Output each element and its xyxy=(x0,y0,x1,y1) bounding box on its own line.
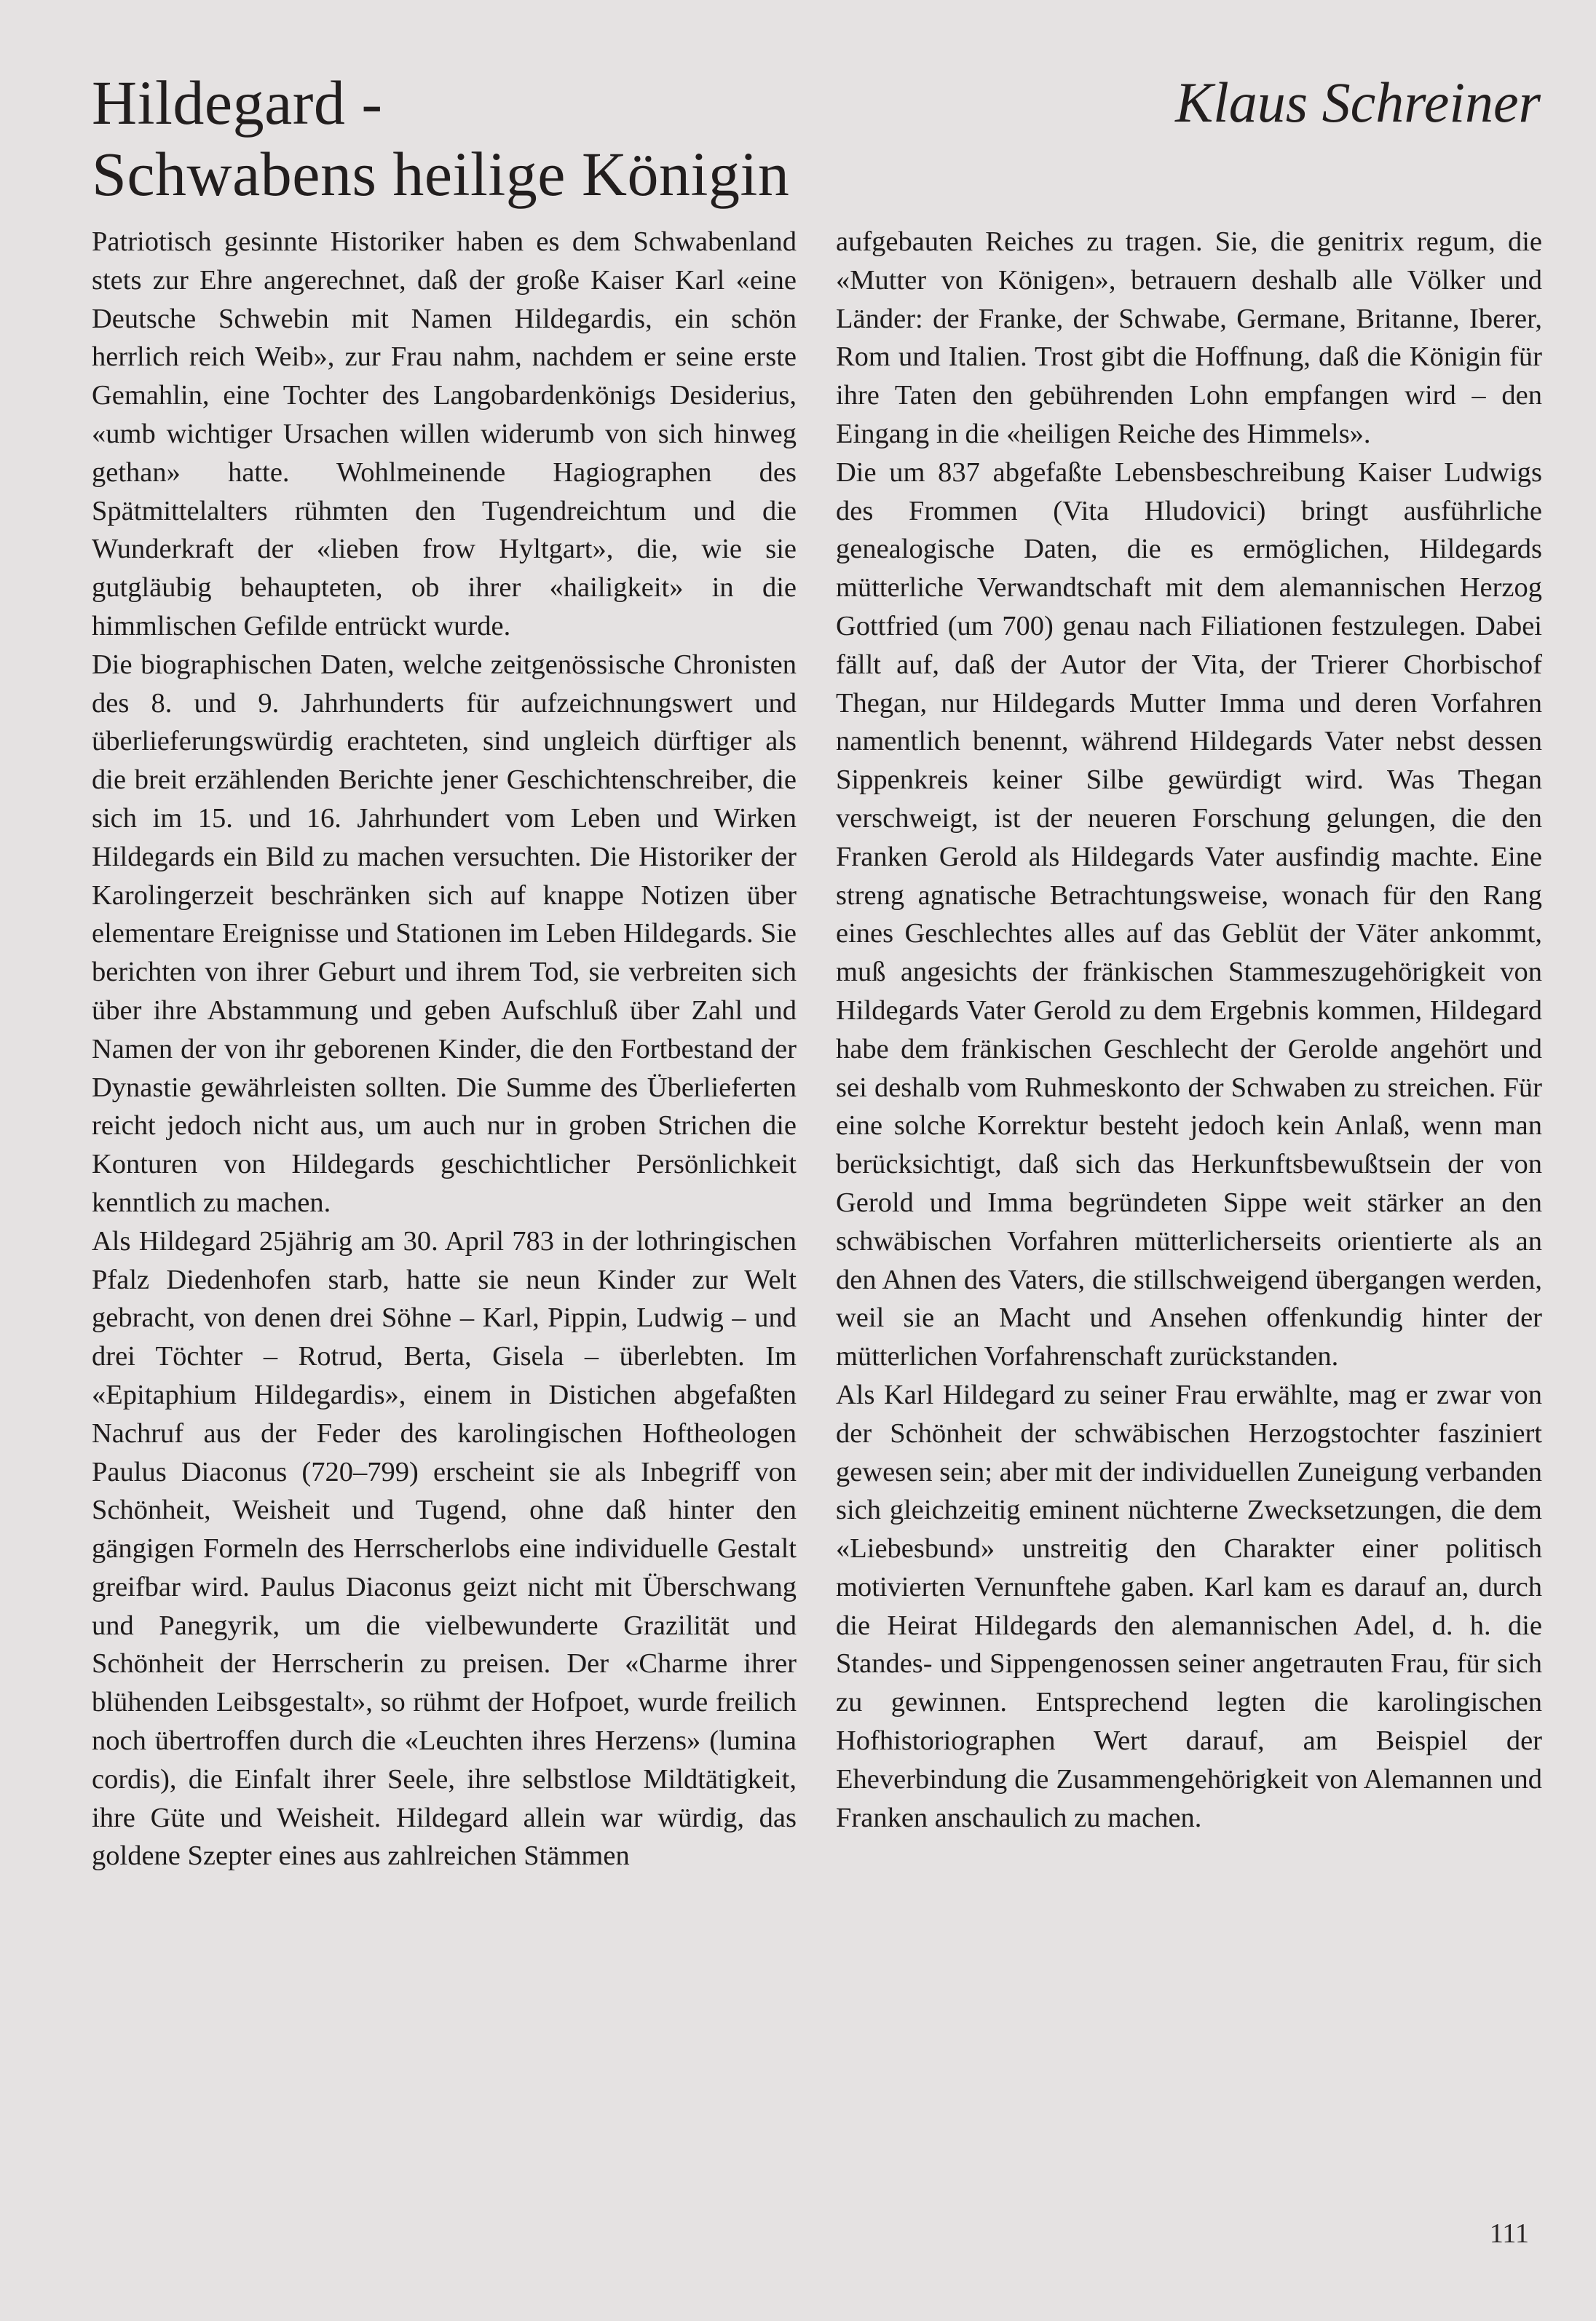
title-line-2: Schwabens heilige Königin xyxy=(92,139,790,209)
page-number: 111 xyxy=(1489,2218,1529,2249)
paragraph: Patriotisch gesinnte Historiker haben es dem Schwabenland stets zur Ehre angerechnet, daß der große Kaiser Karl «eine Deutsche Schwebin mit Namen Hildegardis, ein schön herrlich reich Weib», zur Frau nahm, nachdem er seine erste Gemahlin, eine Tochter des Langobardenkönigs Desiderius, «umb wichtiger Ursachen willen widerumb von sich hinweg gethan» hatte. Wohlmeinende Hagiographen des Spätmittelalters rühmten den Tugendreichtum und die Wunderkraft der «lieben frow Hyltgart», die, wie sie gutgläubig behaupteten, ob ihrer «hailigkeit» in die himmlischen Gefilde entrückt wurde. xyxy=(92,226,797,641)
article-title xyxy=(92,67,789,210)
paragraph: aufgebauten Reiches zu tragen. Sie, die genitrix regum, die «Mutter von Königen», betrauern deshalb alle Völker und Länder: der Franke, der Schwabe, Germane, Britanne, Iberer, Rom und Italien. Trost gibt die Hoffnung, daß die Königin für ihre Taten den gebührenden Lohn empfangen wird – den Eingang in die «heiligen Reiche des Himmels». xyxy=(836,226,1542,449)
title-line-1: Hildegard - xyxy=(92,68,383,138)
paragraph: Als Hildegard 25jährig am 30. April 783 in der lothringischen Pfalz Diedenhofen starb, hatte sie neun Kinder zur Welt gebracht, von denen drei Söhne – Karl, Pippin, Ludwig – und drei Töchter – Rotrud, Berta, Gisela – überlebten. Im «Epitaphium Hildegardis», einem in Distichen abgefaßten Nachruf aus der Feder des karolingischen Hoftheologen Paulus Diaconus (720–799) erscheint sie als Inbegriff von Schönheit, Weisheit und Tugend, ohne daß hinter den gängigen Formeln des Herrscherlobs eine individuelle Gestalt greifbar wird. Paulus Diaconus geizt nicht mit Überschwang und Panegyrik, um die vielbewunderte Grazilität und Schönheit der Herrscherin zu preisen. Der «Charme ihrer blühenden Leibsgestalt», so rühmt der Hofpoet, wurde freilich noch übertroffen durch die «Leuchten ihres Herzens» (lumina cordis), die Einfalt ihrer Seele, ihre selbstlose Mildtätigkeit, ihre Güte und Weisheit. Hildegard allein war würdig, das goldene Szepter eines aus zahlreichen Stämmen xyxy=(92,1225,797,1872)
text-column-right xyxy=(836,223,1542,1837)
paragraph: Als Karl Hildegard zu seiner Frau erwählte, mag er zwar von der Schönheit der schwäbischen Herzogstochter fasziniert gewesen sein; aber mit der individuellen Zuneigung verbanden sich gleichzeitig eminent nüchterne Zwecksetzungen, die dem «Liebesbund» unstreitig den Charakter einer politisch motivierten Vernunftehe gaben. Karl kam es darauf an, durch die Heirat Hildegards den alemannischen Adel, d. h. die Standes- und Sippengenossen seiner angetrauten Frau, für sich zu gewinnen. Entsprechend legten die karolingischen Hofhistoriographen Wert darauf, am Beispiel der Eheverbindung die Zusammengehörigkeit von Alemannen und Franken anschaulich zu machen. xyxy=(836,1379,1542,1833)
paragraph: Die um 837 abgefaßte Lebensbeschreibung Kaiser Ludwigs des Frommen (Vita Hludovici) bringt ausführliche genealogische Daten, die es ermöglichen, Hildegards mütterliche Verwandtschaft mit dem alemannischen Herzog Gottfried (um 700) genau nach Filiationen festzulegen. Dabei fällt auf, daß der Autor der Vita, der Trierer Chorbischof Thegan, nur Hildegards Mutter Imma und deren Vorfahren namentlich benennt, während Hildegards Vater nebst dessen Sippenkreis keiner Silbe gewürdigt wird. Was Thegan verschweigt, ist der neueren Forschung gelungen, die den Franken Gerold als Hildegards Vater ausfindig machte. Eine streng agnatische Betrachtungsweise, wonach für den Rang eines Geschlechtes alles auf das Geblüt der Väter ankommt, muß angesichts der fränkischen Stammeszugehörigkeit von Hildegards Vater Gerold zu dem Ergebnis kommen, Hildegard habe dem fränkischen Geschlecht der Gerolde angehört und sei deshalb vom Ruhmeskonto der Schwaben zu streichen. Für eine solche Korrektur besteht jedoch kein Anlaß, wenn man berücksichtigt, daß sich das Herkunftsbewußtsein der von Gerold und Imma begründeten Sippe weit stärker an den schwäbischen Vorfahren mütterlicherseits orientierte als an den Ahnen des Vaters, die stillschweigend übergangen werden, weil sie an Macht und Ansehen offenkundig hinter der mütterlichen Vorfahrenschaft zurückstanden. xyxy=(836,456,1542,1372)
author-name: Klaus Schreiner xyxy=(1175,71,1541,134)
text-column-left xyxy=(92,223,797,1875)
paragraph: Die biographischen Daten, welche zeitgenössische Chronisten des 8. und 9. Jahrhunderts für aufzeichnungswert und überlieferungswürdig erachteten, sind ungleich dürftiger als die breit erzählenden Berichte jener Geschichtenschreiber, die sich im 15. und 16. Jahrhundert vom Leben und Wirken Hildegards ein Bild zu machen versuchten. Die Historiker der Karolingerzeit beschränken sich auf knappe Notizen über elementare Ereignisse und Stationen im Leben Hildegards. Sie berichten von ihrer Geburt und ihrem Tod, sie verbreiten sich über ihre Abstammung und geben Aufschluß über Zahl und Namen der von ihr geborenen Kinder, die den Fortbestand der Dynastie gewährleisten sollten. Die Summe des Überlieferten reicht jedoch nicht aus, um auch nur in groben Strichen die Konturen von Hildegards geschichtlicher Persönlichkeit kenntlich zu machen. xyxy=(92,649,797,1218)
